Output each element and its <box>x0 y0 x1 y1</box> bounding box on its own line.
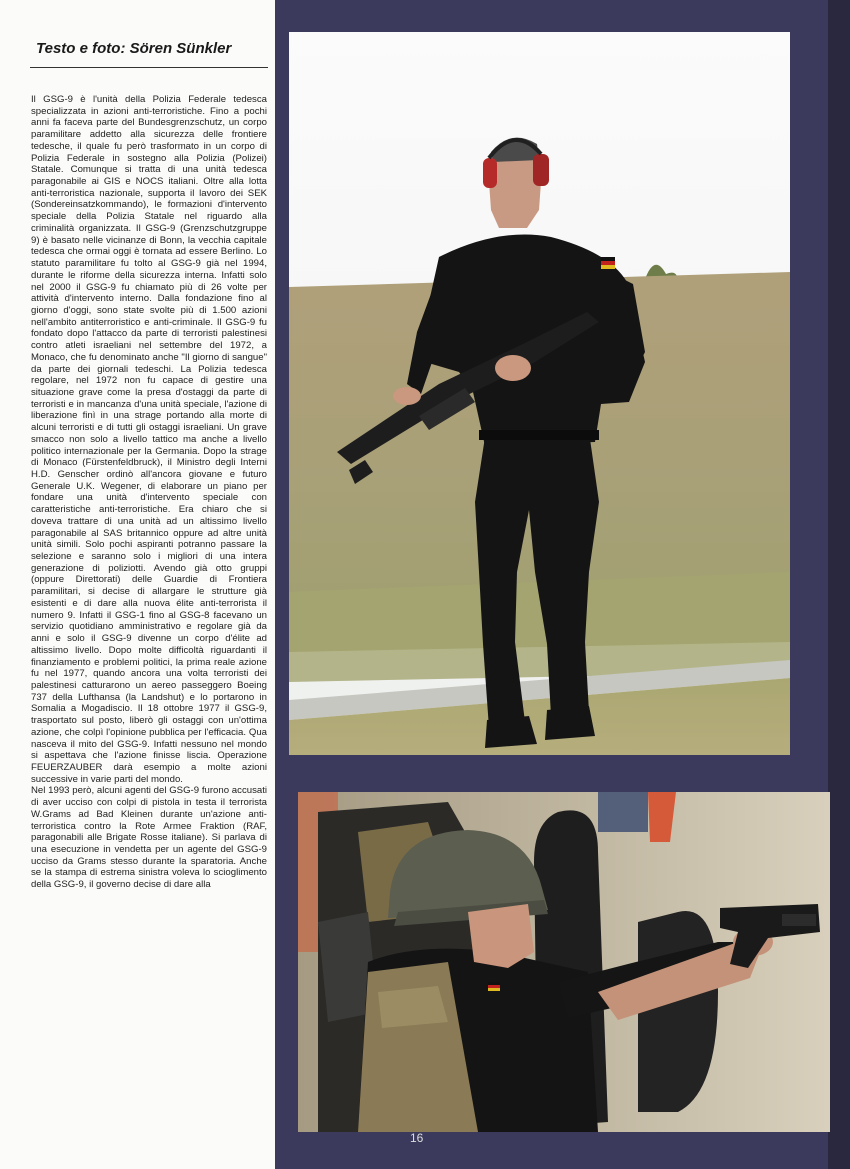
photo-officer-illustration <box>289 32 790 755</box>
photo-officer-with-shotgun <box>289 32 790 755</box>
page-number: 16 <box>410 1131 424 1145</box>
byline: Testo e foto: Sören Sünkler <box>36 40 232 57</box>
page-edge <box>828 0 850 1169</box>
photo-shooting-illustration <box>298 792 830 1132</box>
byline-rule <box>30 67 268 68</box>
article-text <box>31 94 267 891</box>
article-paragraph: Nel 1993 però, alcuni agenti del GSG-9 furono accusati di aver ucciso con colpi di pistola in testa il terrorista W.Grams ad Bad Kleinen durante un'azione anti-terroristica contro la Rote Armee Fraktion (RAF, paragonabili alle Brigate Rosse italiane). Si parlava di una esecuzione in vendetta per un agente del GSG-9 ucciso da Grams stesso durante la sparatoria. Anche se la stampa di estrema sinistra voleva lo scioglimento della GSG-9, il governo decise di dare alla <box>31 785 267 891</box>
article-paragraph: Il GSG-9 è l'unità della Polizia Federale tedesca specializzata in azioni anti-terroristiche. Fino a pochi anni fa faceva parte del Bundesgrenzschutz, un corpo paramilitare addetto alla sicurezza delle frontiere tedesche, il quale fu però trasformato in un corpo di Polizia Federale in sostegno alla Polizia (Polizei) Statale. Comunque si tratta di una unità tedesca paragonabile ai GIS e NOCS italiani. Oltre alla lotta anti-terroristica nazionale, supporta il lavoro dei SEK (Sondereinsatzkommando), le formazioni d'intervento speciale della Polizia Statale nel riguardo alla criminalità organizzata. Il GSG-9 (Grenzschutzgruppe 9) è basato nelle vicinanze di Bonn, la vecchia capitale tedesca che ormai oggi è tornata ad essere Berlino. Lo statuto paramilitare fu tolto al GSG-9 già nel 1994, durante le riforme della sicurezza interna. Infatti solo nel 2000 il GSG-9 fu chiamato più di 26 volte per attività d'intervento interno. Dalla fondazione fino al giorno d'oggi, sono state svolte più di 1.500 azioni nell'ambito antiterroristico e anti-criminale. Il GSG-9 fu fondato dopo l'attacco da parte di terroristi palestinesi contro atleti israeliani nel settembre del 1972, a Monaco, che fu denominato anche "Il giorno di sangue" da parte dei giornali tedeschi. La Polizia tedesca regolare, nel 1972 non fu capace di gestire una situazione grave come la presa d'ostaggi da parte di terroristi e in mancanza d'una unità speciale, l'azione di liberazione finì in una strage portando alla morte di alcuni terroristi e di tutti gli ostaggi israeliani. Un grave smacco non solo a livello tattico ma anche a livello politico internazionale per la Germania. Dopo la strage di Monaco (Fürstenfeldbruck), il Ministro degli Interni H.D. Genscher ordinò all'ancora giovane e futuro Generale U.K. Wegener, di elaborare un piano per fondare una unità d'intervento speciale con caratteristiche anti-terroristiche. Era chiaro che si doveva trattare di una unità ad un altissimo livello paragonabile al SAS britannico oppure ad altre unità unità simili. Solo pochi aspiranti potranno passare la selezione e saranno solo i migliori di una intera generazione di poliziotti. Avendo già otto gruppi (oppure Direttorati) delle Guardie di Frontiera paramilitari, si decise di allargare le strutture già esistenti e di dare alla nuova élite anti-terrorista il numero 9. Infatti il GSG-1 fino al GSG-8 facevano un servizio quotidiano amministrativo e regolare già da anni e solo il GSG-9 divenne un corpo d'élite ad altissimo livello. Dopo molte difficoltà riguardanti il finanziamento e problemi politici, la prima reale azione fu nel 1977, quando ancora una volta terroristi dei palestinesi catturarono un aereo passeggero Boeing 737 della Lufthansa (la Landshut) e lo portarono in Somalia a Mogadiscio. Il 18 ottobre 1977 il GSG-9, trasportato sul posto, liberò gli ostaggi con un'ottima azione, che colpì l'opinione pubblica per l'efficacia. Qua nasceva il mito del GSG-9. Infatti nessuno nel mondo si aspettava che l'azione finisse liscia. Operazione FEUERZAUBER darà esempio a molte azioni successive in varie parti del mondo. <box>31 94 267 785</box>
text-column <box>0 0 275 1169</box>
photo-officer-firing-pistol <box>298 792 830 1132</box>
